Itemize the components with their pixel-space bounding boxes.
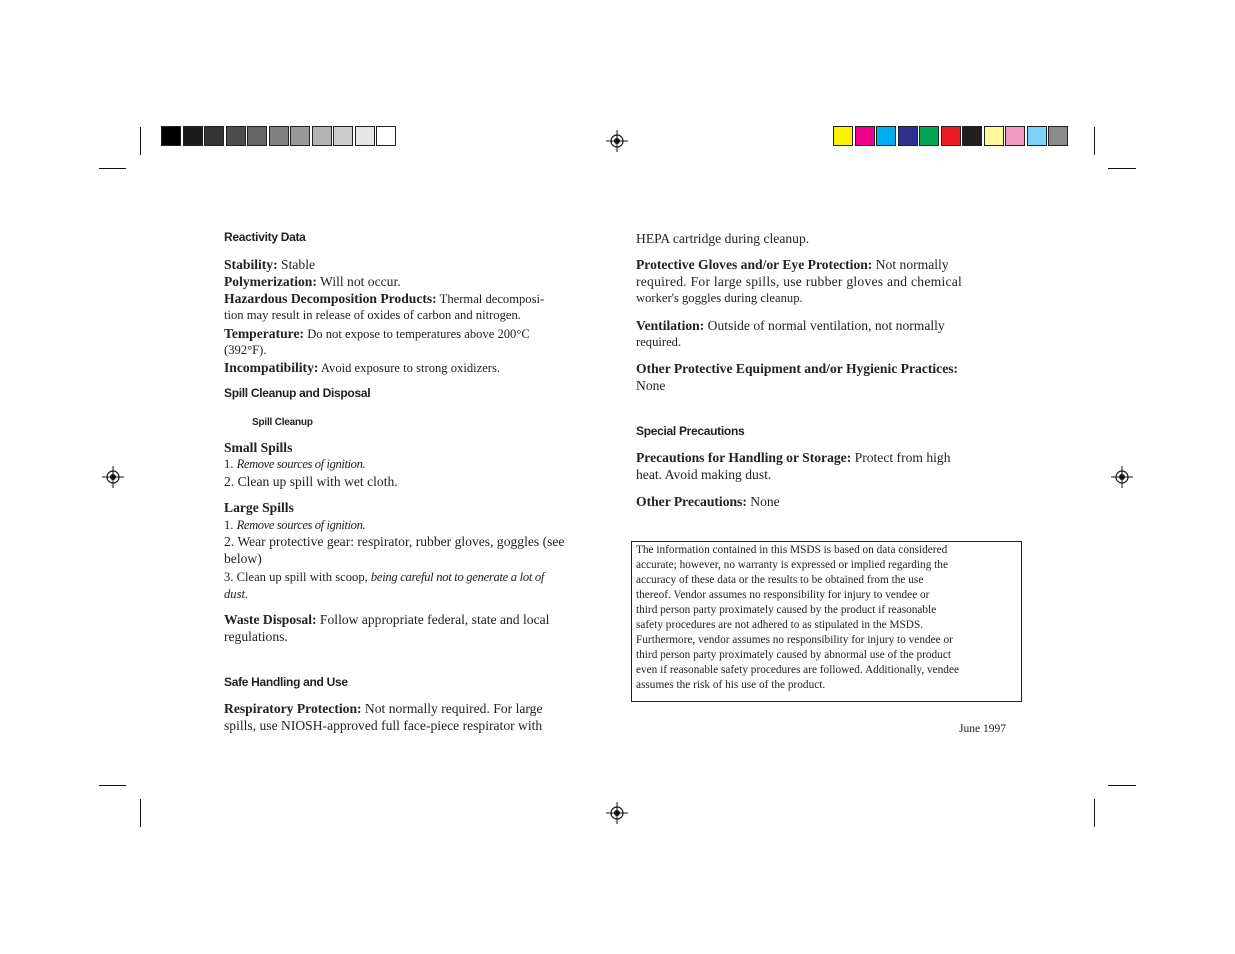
temperature-line: [224, 325, 530, 343]
document-date: June 1997: [959, 723, 1006, 735]
registration-mark-icon: [606, 130, 628, 152]
section-heading-spill: Spill Cleanup and Disposal: [224, 386, 371, 400]
polymerization-value: Will not occur.: [316, 274, 401, 289]
gloves-value-cont-2: worker's goggles during cleanup.: [636, 291, 803, 305]
registration-mark-icon: [102, 466, 124, 488]
color-swatch: [290, 126, 310, 146]
ventilation-label: Ventilation:: [636, 318, 705, 333]
crop-mark: [140, 127, 141, 155]
crop-mark: [99, 168, 126, 169]
temperature-value: Do not expose to temperatures above 200°C: [304, 327, 530, 341]
temperature-label: Temperature:: [224, 326, 305, 341]
decomposition-label: Hazardous Decomposition Products:: [224, 291, 437, 306]
storage-value-cont: heat. Avoid making dust.: [636, 467, 772, 482]
ventilation-line: [636, 317, 945, 334]
color-swatch: [1027, 126, 1047, 146]
process-color-bar: [833, 126, 1070, 146]
large-spills-step-1: [224, 517, 365, 534]
storage-line: [636, 449, 951, 466]
crop-mark: [1094, 799, 1095, 827]
small-spills-title: Small Spills: [224, 440, 293, 455]
color-swatch: [898, 126, 918, 146]
respiratory-value-cont: spills, use NIOSH-approved full face-piece respirator with: [224, 718, 543, 733]
waste-disposal-label: Waste Disposal:: [224, 612, 317, 627]
color-swatch: [962, 126, 982, 146]
gray-color-bar: [161, 126, 398, 146]
section-heading-handling: Safe Handling and Use: [224, 675, 348, 689]
small-spills-step-2: 2. Clean up spill with wet cloth.: [224, 474, 398, 489]
crop-mark: [1108, 168, 1136, 169]
color-swatch: [855, 126, 875, 146]
decomposition-value: Thermal decomposi-: [436, 292, 545, 306]
gloves-label: Protective Gloves and/or Eye Protection:: [636, 257, 873, 272]
stability-value: Stable: [277, 257, 316, 272]
crop-mark: [1094, 127, 1095, 155]
disclaimer-line: safety procedures are not adhered to as stipulated in the MSDS.: [636, 619, 924, 631]
crop-mark: [99, 785, 126, 786]
color-swatch: [161, 126, 181, 146]
respiratory-value-cont-2: HEPA cartridge during cleanup.: [636, 231, 810, 246]
large-spills-title: Large Spills: [224, 500, 294, 515]
color-swatch: [269, 126, 289, 146]
ventilation-value: Outside of normal ventilation, not normally: [704, 318, 945, 333]
gloves-value: Not normally: [872, 257, 949, 272]
registration-mark-icon: [1111, 466, 1133, 488]
subheading-spill-cleanup: Spill Cleanup: [252, 417, 313, 428]
disclaimer-line: third person party proximately caused by abnormal use of the product: [636, 649, 951, 661]
step-number: 1.: [224, 457, 237, 471]
disclaimer-line: third person party proximately caused by the product if reasonable: [636, 604, 937, 616]
section-heading-special: Special Precautions: [636, 424, 745, 438]
disclaimer-line: assumes the risk of his use of the product.: [636, 679, 826, 691]
large-spills-step-3: [224, 569, 544, 586]
color-swatch: [312, 126, 332, 146]
small-spills-step-1: [224, 456, 365, 473]
polymerization-label: Polymerization:: [224, 274, 317, 289]
respiratory-label: Respiratory Protection:: [224, 701, 362, 716]
storage-label: Precautions for Handling or Storage:: [636, 450, 852, 465]
disclaimer-box: [631, 541, 1022, 702]
step-text: Remove sources of ignition.: [236, 518, 366, 532]
incompatibility-value: Avoid exposure to strong oxidizers.: [318, 361, 501, 375]
color-swatch: [984, 126, 1004, 146]
waste-disposal-line: [224, 611, 549, 628]
color-swatch: [376, 126, 396, 146]
other-precautions-label: Other Precautions:: [636, 494, 747, 509]
decomposition-value-cont: tion may result in release of oxides of carbon and nitrogen.: [224, 308, 521, 322]
color-swatch: [226, 126, 246, 146]
disclaimer-line: thereof. Vendor assumes no responsibility for injury to vendee or: [636, 589, 930, 601]
gloves-line: [636, 256, 949, 273]
color-swatch: [183, 126, 203, 146]
other-protective-label: Other Protective Equipment and/or Hygienic Practices:: [636, 361, 959, 376]
gloves-value-cont: required. For large spills, use rubber gloves and chemical: [636, 274, 963, 289]
step-text: Remove sources of ignition.: [236, 457, 366, 471]
color-swatch: [1048, 126, 1068, 146]
respiratory-line: [224, 700, 543, 717]
polymerization-line: [224, 273, 401, 290]
color-swatch: [941, 126, 961, 146]
large-spills-step-3-cont: dust.: [224, 587, 249, 601]
color-swatch: [833, 126, 853, 146]
disclaimer-line: accurate; however, no warranty is expressed or implied regarding the: [636, 559, 948, 571]
decomposition-line: [224, 290, 544, 308]
waste-disposal-value: Follow appropriate federal, state and local: [316, 612, 550, 627]
disclaimer-line: accuracy of these data or the results to be obtained from the use: [636, 574, 924, 586]
color-swatch: [355, 126, 375, 146]
large-spills-step-2: 2. Wear protective gear: respirator, rubber gloves, goggles (see: [224, 534, 565, 549]
disclaimer-line: even if reasonable safety procedures are followed. Additionally, vendee: [636, 664, 959, 676]
disclaimer-line: Furthermore, vendor assumes no responsibility for injury to vendee or: [636, 634, 953, 646]
color-swatch: [204, 126, 224, 146]
temperature-value-cont: (392°F).: [224, 343, 267, 357]
step-text: 3. Clean up spill with scoop,: [224, 570, 371, 584]
color-swatch: [919, 126, 939, 146]
large-spills-step-2-cont: below): [224, 551, 262, 566]
incompatibility-line: [224, 359, 500, 377]
incompatibility-label: Incompatibility:: [224, 360, 319, 375]
other-precautions-value: None: [746, 494, 780, 509]
crop-mark: [1108, 785, 1136, 786]
section-heading-reactivity: Reactivity Data: [224, 230, 306, 244]
registration-mark-icon: [606, 802, 628, 824]
step-emphasis: being careful not to generate a lot of: [370, 570, 545, 584]
waste-disposal-value-cont: regulations.: [224, 629, 288, 644]
other-protective-value: None: [636, 378, 666, 393]
color-swatch: [1005, 126, 1025, 146]
respiratory-value: Not normally required. For large: [361, 701, 543, 716]
ventilation-value-cont: required.: [636, 335, 682, 349]
color-swatch: [876, 126, 896, 146]
other-precautions-line: [636, 493, 780, 510]
step-number: 1.: [224, 518, 237, 532]
color-swatch: [333, 126, 353, 146]
disclaimer-line: The information contained in this MSDS is based on data considered: [636, 544, 948, 556]
stability-line: [224, 256, 315, 273]
color-swatch: [247, 126, 267, 146]
crop-mark: [140, 799, 141, 827]
storage-value: Protect from high: [851, 450, 951, 465]
stability-label: Stability:: [224, 257, 278, 272]
